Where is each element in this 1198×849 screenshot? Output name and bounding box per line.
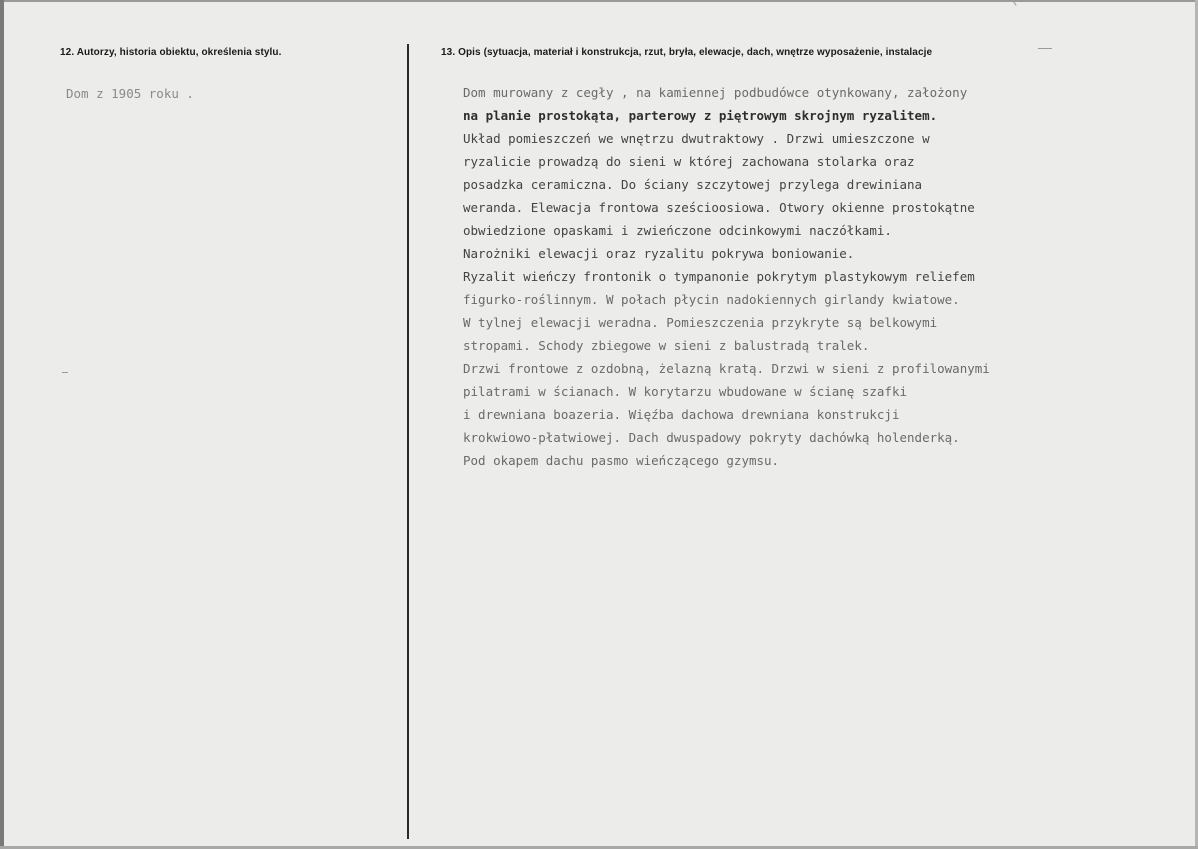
body-line: W tylnej elewacji weradna. Pomieszczenia przykryte są belkowymi [463, 315, 938, 330]
left-edge [0, 0, 4, 849]
body-line: Ryzalit wieńczy frontonik o tympanonie pokrytym plastykowym reliefem [463, 269, 975, 284]
body-line: obwiedzione opaskami i zwieńczone odcinkowymi naczółkami. [463, 223, 892, 238]
body-line: weranda. Elewacja frontowa sześcioosiowa. Otwory okienne prostokątne [463, 200, 975, 215]
body-line: Układ pomieszczeń we wnętrzu dwutraktowy . Drzwi umieszczone w [463, 131, 930, 146]
body-line: Pod okapem dachu pasmo wieńczącego gzymsu. [463, 453, 780, 468]
body-line: Narożniki elewacji oraz ryzalitu pokrywa boniowanie. [463, 246, 855, 261]
column-divider [407, 44, 409, 839]
section-13-heading: 13. Opis (sytuacja, materiał i konstrukcja, rzut, bryła, elewacje, dach, wnętrze wyposażenie, instalacje [441, 47, 933, 58]
body-line: krokwiowo-płatwiowej. Dach dwuspadowy pokryty dachówką holenderką. [463, 430, 960, 445]
body-line: stropami. Schody zbiegowe w sieni z balustradą tralek. [463, 338, 870, 353]
body-line: Drzwi frontowe z ozdobną, żelazną kratą. Drzwi w sieni z profilowanymi [463, 361, 990, 376]
top-edge [0, 0, 1198, 2]
stray-mark [1038, 48, 1052, 49]
body-line: i drewniana boazeria. Więźba dachowa drewniana konstrukcji [463, 407, 900, 422]
body-line: Dom murowany z cegły , na kamiennej podbudówce otynkowany, założony [463, 85, 968, 100]
section-12-heading: 12. Autorzy, historia obiektu, określenia stylu. [60, 47, 282, 58]
body-line: na planie prostokąta, parterowy z piętrowym skrojnym ryzalitem. [463, 108, 938, 123]
body-line: figurko-roślinnym. W połach płycin nadokiennych girlandy kwiatowe. [463, 292, 960, 307]
stray-mark [62, 372, 68, 373]
section-13-body [463, 81, 1198, 472]
body-line: posadzka ceramiczna. Do ściany szczytowej przylega drewiniana [463, 177, 923, 192]
body-line: pilatrami w ścianach. W korytarzu wbudowane w ścianę szafki [463, 384, 908, 399]
section-12-text: Dom z 1905 roku . [66, 86, 194, 101]
body-line: ryzalicie prowadzą do sieni w której zachowana stolarka oraz [463, 154, 915, 169]
